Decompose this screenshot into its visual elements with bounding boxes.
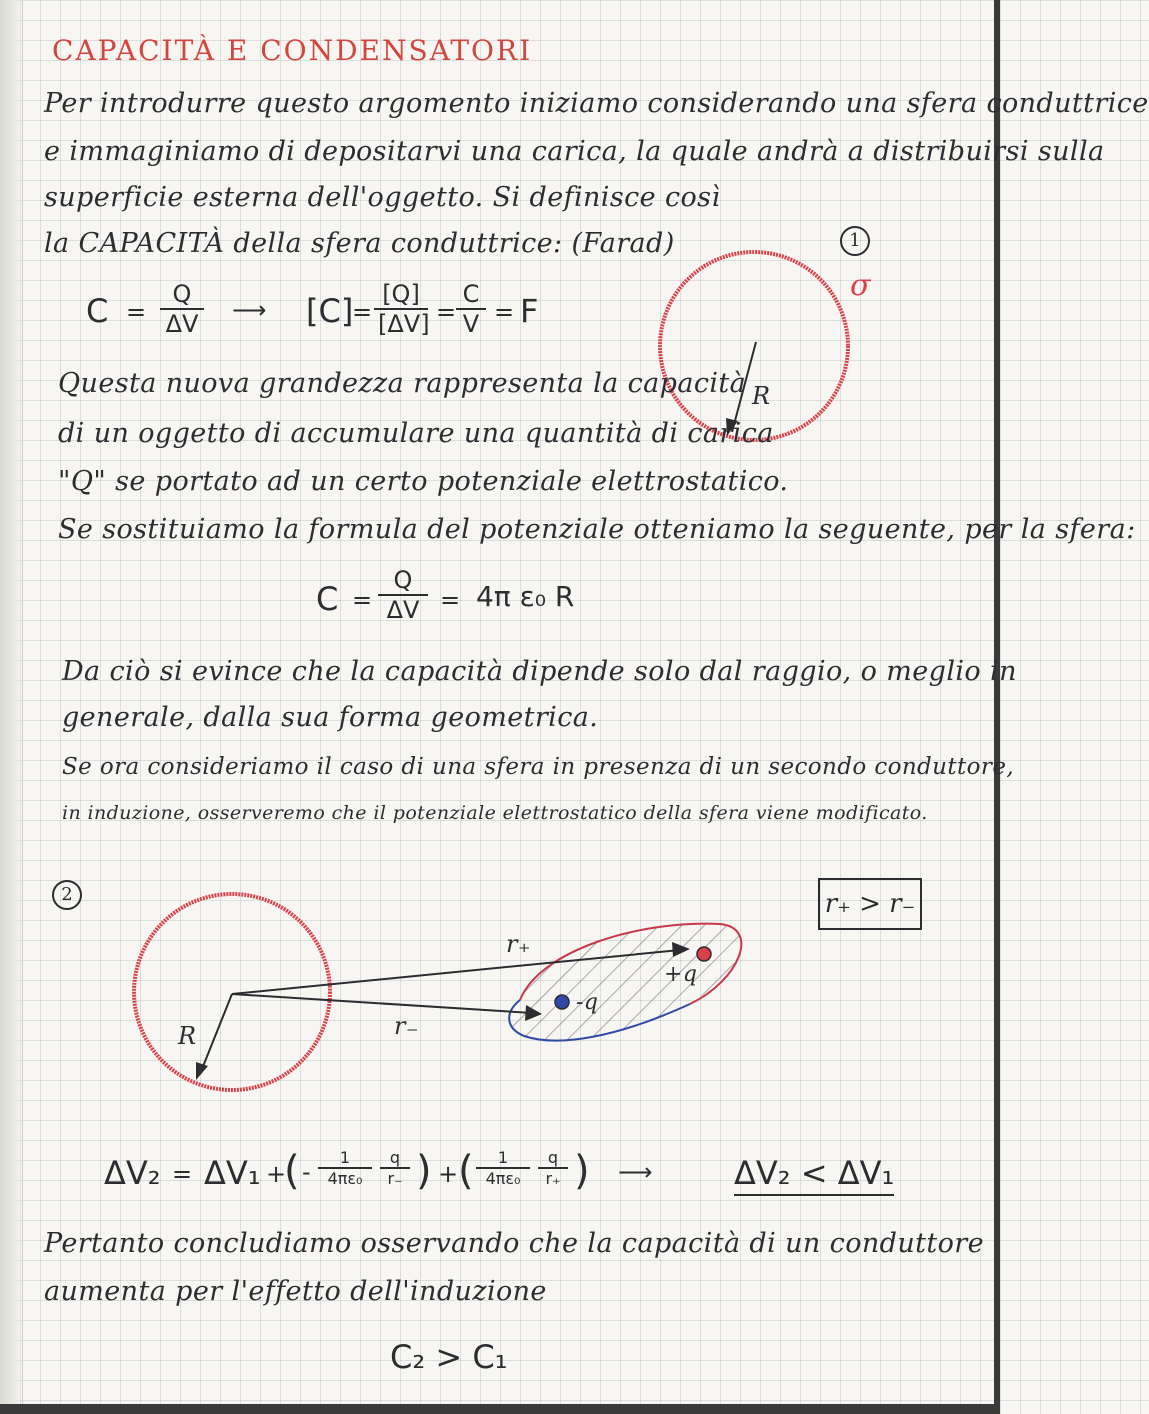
- para3-line-3: Se ora consideriamo il caso di una sfera in presenza di un secondo conduttore,: [62, 754, 1015, 780]
- formula3-neg: -: [302, 1158, 311, 1186]
- formula1-lhs: C: [86, 292, 109, 330]
- conclusion-line-2: aumenta per l'effetto dell'induzione: [44, 1276, 547, 1307]
- para2-line-4: Se sostituiamo la formula del potenziale otteniamo la seguente, per la sfera:: [58, 514, 1136, 545]
- formula3-plus2: +: [438, 1160, 459, 1188]
- formula1-eq3: =: [436, 298, 457, 326]
- formula1-unit-lhs: [C]: [306, 292, 354, 330]
- formula-induction: [104, 1140, 904, 1210]
- formula3-coef2-num: 1: [476, 1148, 530, 1169]
- formula3-close1: ): [416, 1148, 432, 1194]
- formula1-eq: =: [126, 298, 147, 326]
- r-plus-label: r₊: [506, 930, 531, 958]
- formula3-plus1: +: [266, 1160, 287, 1188]
- formula3-coef2-den: 4πε₀: [485, 1169, 521, 1188]
- formula2-rhs: 4π ε₀ R: [476, 580, 575, 613]
- intro-line-4: la CAPACITÀ della sfera conduttrice: (Farad): [44, 228, 675, 259]
- formula3-frac2-num: q: [538, 1148, 568, 1169]
- formula1-num: Q: [160, 280, 204, 310]
- para2-line-1: Questa nuova grandezza rappresenta la capacità: [58, 368, 747, 399]
- formula1-unit-num: [Q]: [374, 280, 428, 310]
- conclusion-line-1: Pertanto concludiamo osservando che la capacità di un conduttore: [44, 1228, 984, 1259]
- r-comparison-box: r₊ > r₋: [818, 878, 922, 930]
- para2-line-3: "Q" se portato ad un certo potenziale elettrostatico.: [58, 466, 789, 497]
- formula3-coef2: [476, 1148, 530, 1188]
- formula3-open2: (: [458, 1148, 474, 1194]
- formula3-term1: ΔV₁: [204, 1154, 261, 1192]
- para3-line-4: in induzione, osserveremo che il potenziale elettrostatico della sfera viene modificato.: [62, 802, 928, 824]
- plus-charge-label: +q: [664, 962, 698, 987]
- sigma-label: σ: [850, 268, 871, 303]
- para2-line-2: di un oggetto di accumulare una quantità di carica: [58, 418, 774, 449]
- arrow-icon: ⟶: [618, 1158, 653, 1186]
- formula2-num: Q: [378, 566, 428, 596]
- formula1-result: F: [520, 292, 539, 330]
- para3-line-1: Da ciò si evince che la capacità dipende solo dal raggio, o meglio in: [62, 656, 1017, 687]
- radius-label-2: R: [178, 1022, 197, 1050]
- r-minus-label: r₋: [394, 1012, 419, 1040]
- formula1-unit-den: [ΔV]: [378, 310, 430, 338]
- formula3-coef1: [318, 1148, 372, 1188]
- final-formula: C₂ > C₁: [390, 1338, 508, 1376]
- para3-line-2: generale, dalla sua forma geometrica.: [62, 702, 599, 733]
- arrow-icon: ⟶: [232, 296, 267, 324]
- formula1-eq2: =: [352, 298, 373, 326]
- formula3-open1: (: [284, 1148, 300, 1194]
- formula2-eq2: =: [440, 586, 461, 614]
- figure-2-badge: 2: [52, 880, 82, 910]
- page-title: CAPACITÀ E CONDENSATORI: [52, 34, 533, 67]
- formula1-unit-num2: C: [456, 280, 486, 310]
- figure-1-badge: 1: [840, 226, 870, 256]
- formula3-frac1-den: r₋: [387, 1169, 403, 1188]
- formula3-close2: ): [574, 1148, 590, 1194]
- formula1-unit-den2: V: [462, 310, 480, 338]
- formula2-eq1: =: [352, 586, 373, 614]
- intro-line-3: superficie esterna dell'oggetto. Si definisce così: [44, 182, 721, 213]
- intro-line-1: Per introdurre questo argomento iniziamo considerando una sfera conduttrice: [44, 88, 1149, 119]
- intro-line-2: e immaginiamo di depositarvi una carica, la quale andrà a distribuirsi sulla: [44, 136, 1105, 167]
- formula2-lhs: C: [316, 580, 339, 618]
- minus-charge-label: -q: [576, 990, 599, 1015]
- formula2-den: ΔV: [386, 596, 420, 624]
- formula3-frac1-num: q: [380, 1148, 410, 1169]
- formula3-eq: =: [172, 1160, 193, 1188]
- formula1-den: ΔV: [165, 310, 199, 338]
- radius-label-1: R: [752, 382, 771, 410]
- formula3-frac1: [380, 1148, 410, 1188]
- formula3-lhs: ΔV₂: [104, 1154, 161, 1192]
- formula3-frac2: [538, 1148, 568, 1188]
- formula3-frac2-den: r₊: [545, 1169, 561, 1188]
- formula3-coef1-den: 4πε₀: [327, 1169, 363, 1188]
- formula1-eq4: =: [494, 298, 515, 326]
- formula3-result: ΔV₂ < ΔV₁: [734, 1154, 894, 1196]
- formula3-coef1-num: 1: [318, 1148, 372, 1169]
